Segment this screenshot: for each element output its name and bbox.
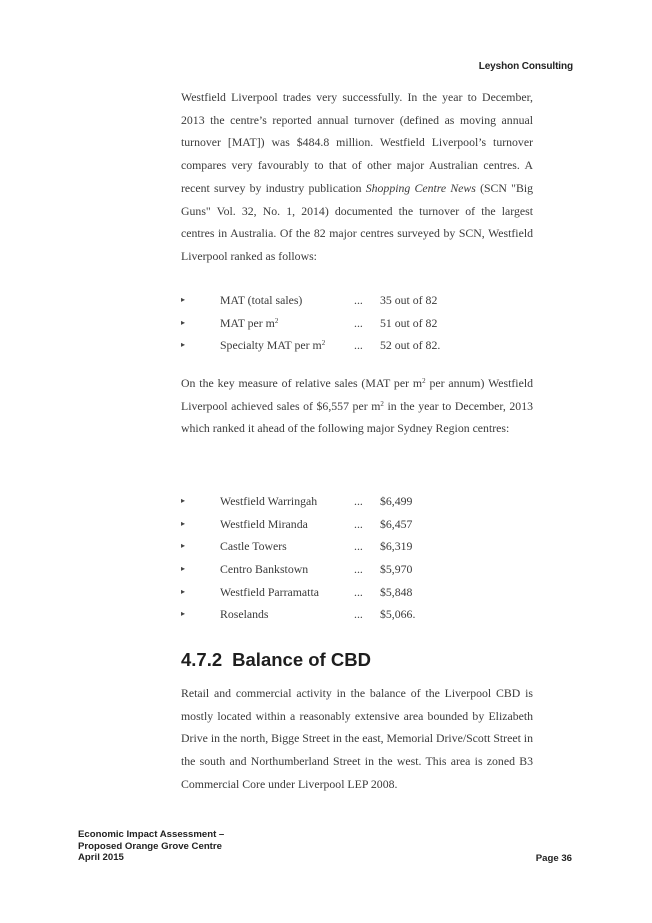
centre-name: Roselands [220, 607, 269, 622]
ranking-value: 52 out of 82. [380, 338, 441, 353]
paragraph-text: Westfield Liverpool trades very successfully. In the year to December, 2013 the centre’s reported annual turnover (defined as moving annual turnover [MAT]) was $484.8 million. Westfield Liverpool’s turnover compares very favourably to that of other major Australian centres. A recent survey by industry publication [181, 90, 533, 195]
bullet-icon: ▸ [181, 541, 186, 551]
bullet-icon: ▸ [181, 340, 186, 350]
paragraph-relative-sales: On the key measure of relative sales (MAT per $m^2$ per annum) Westfield Liverpool achieved sales of $6,557 per $m^2$ in the year to December, 2013 which ranked it ahead of the following major Sydney Region centres: [181, 376, 533, 436]
footer-report-title: Economic Impact Assessment – [78, 829, 225, 840]
ranking-value: 51 out of 82 [380, 315, 438, 330]
leader-dots: ... [354, 293, 363, 307]
bullet-icon: ▸ [181, 609, 186, 619]
bullet-icon: ▸ [181, 317, 186, 327]
leader-dots: ... [354, 315, 363, 330]
centre-name: Centro Bankstown [220, 562, 309, 577]
paragraph-turnover [181, 86, 533, 268]
centre-sales: $5,970 [380, 562, 413, 577]
page-number: Page 36 [535, 853, 572, 864]
centre-sales: $6,499 [380, 494, 413, 508]
ranking-label: MAT (total sales) [220, 293, 303, 307]
leader-dots: ... [354, 539, 363, 554]
ranking-label: Specialty MAT per $m^2$ [220, 338, 326, 353]
section-title: Balance of CBD [232, 649, 371, 670]
bullet-icon: ▸ [181, 586, 186, 596]
centre-sales: $6,319 [380, 539, 413, 554]
centre-name: Westfield Parramatta [220, 584, 319, 599]
paragraph-balance-cbd: Retail and commercial activity in the balance of the Liverpool CBD is mostly located within a reasonably extensive area bounded by Elizabeth Drive in the north, Bigge Street in the east, Memorial Drive/Scott Street in the south and Northumberland Street in the west. This area is zoned B3 Commercial Core under Liverpool LEP 2008. [181, 686, 533, 791]
centre-sales: $6,457 [380, 516, 413, 531]
centre-name: Castle Towers [220, 539, 287, 554]
section-number: 4.7.2 [181, 649, 223, 670]
ranking-value: 35 out of 82 [380, 293, 438, 307]
bullet-icon: ▸ [181, 564, 186, 574]
footer-project-name: Proposed Orange Grove Centre [78, 840, 222, 852]
ranking-label: MAT per $m^2$ [220, 315, 279, 330]
leader-dots: ... [354, 607, 363, 622]
footer-document-info [78, 829, 224, 864]
bullet-icon: ▸ [181, 496, 186, 505]
bullet-icon: ▸ [181, 295, 186, 304]
centre-sales: $5,848 [380, 584, 413, 599]
leader-dots: ... [354, 494, 363, 508]
bullet-icon: ▸ [181, 518, 186, 528]
paragraph-text: (SCN "Big Guns" Vol. 32, No. 1, 2014) documented the turnover of the largest centres in Australia. Of the 82 major centres surveyed by SCN, Westfield Liverpool ranked as follows: [181, 180, 533, 263]
header-company: Leyshon Consulting [478, 61, 573, 72]
centre-name: Westfield Warringah [220, 494, 318, 508]
leader-dots: ... [354, 338, 363, 353]
leader-dots: ... [354, 516, 363, 531]
section-heading [181, 649, 371, 671]
leader-dots: ... [354, 584, 363, 599]
publication-title: Shopping Centre News [365, 180, 476, 195]
leader-dots: ... [354, 562, 363, 577]
footer-date: April 2015 [78, 852, 124, 864]
centre-name: Westfield Miranda [220, 516, 308, 531]
centre-sales: $5,066. [380, 607, 416, 622]
